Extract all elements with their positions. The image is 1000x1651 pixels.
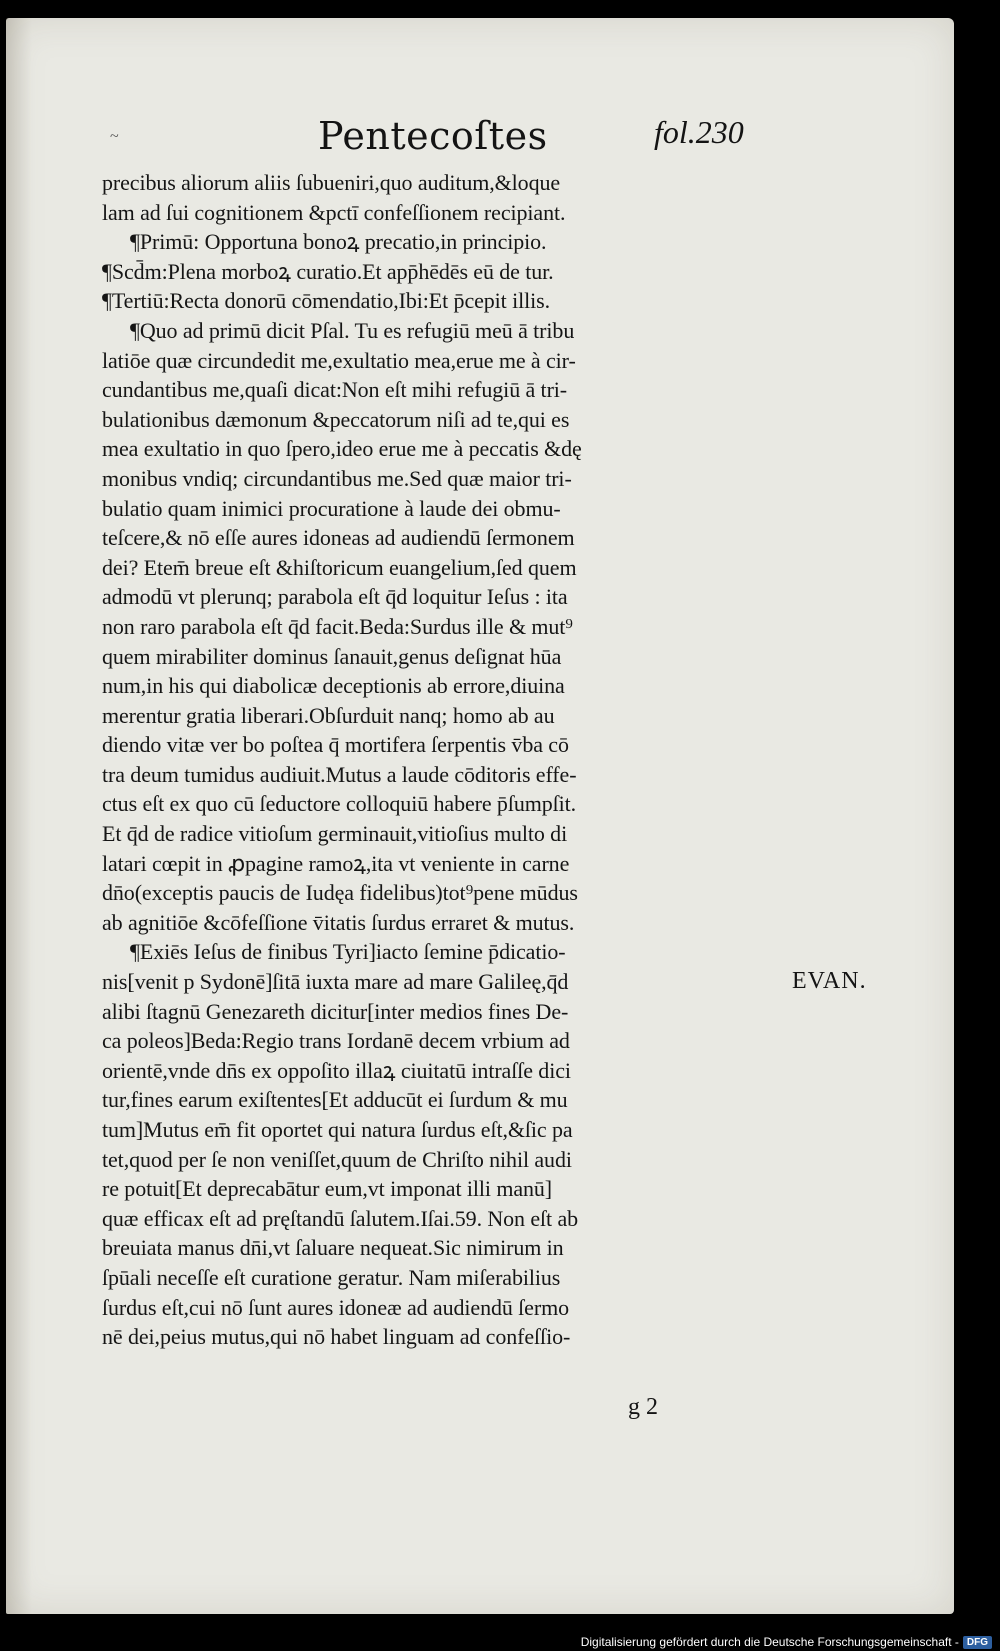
text-line: tum]Mutus em̄ fit oportet qui natura ſurdus eſt,&ſic pa bbox=[102, 1117, 573, 1142]
text-line: dei? Etem̄ breue eſt &hiſtoricum euangelium,ſed quem bbox=[102, 554, 577, 580]
text-line: ſurdus eſt,cui nō ſunt aures idoneæ ad audiendū ſermo bbox=[102, 1294, 569, 1320]
margin-note: EVAN. bbox=[792, 968, 867, 994]
text-line: ¶Tertiū:Recta donorū cōmendatio,Ibi:Et p̄cepit illis. bbox=[102, 288, 551, 314]
text-line: quæ efficax eſt ad pręſtandū ſalutem.Iſai.59. Non eſt ab bbox=[102, 1205, 579, 1231]
text-line: tra deum tumidus audiuit.Mutus a laude cōditoris effe- bbox=[102, 761, 577, 787]
folio-number: fol.230 bbox=[654, 114, 744, 150]
text-line: alibi ſtagnū Genezareth dicitur[inter medios fines De- bbox=[102, 998, 569, 1024]
text-line: latiōe quæ circundedit me,exultatio mea,erue me à cir- bbox=[102, 347, 576, 373]
text-line: non raro parabola eſt q̄d facit.Beda:Surdus ille & mut⁹ bbox=[102, 613, 573, 639]
text-line: breuiata manus dn̄i,vt ſaluare nequeat.Sic nimirum in bbox=[102, 1235, 564, 1261]
text-line: ¶Quo ad primū dicit Pſal. Tu es refugiū meū ā tribu bbox=[130, 317, 575, 343]
main-text-block bbox=[102, 168, 772, 1352]
text-line: re potuit[Et deprecabātur eum,vt imponat illi manū] bbox=[102, 1176, 553, 1202]
text-line: dn̄o(exceptis paucis de Iudęa fidelibus)tot⁹pene mūdus bbox=[102, 880, 578, 906]
signature-mark: g 2 bbox=[628, 1394, 658, 1420]
text-line: latari cœpit in ꝓpagine ramoꝝ,ita vt veniente in carne bbox=[102, 850, 570, 876]
dfg-logo-icon: DFG bbox=[963, 1636, 992, 1649]
text-line: ab agnitiōe &cōfeſſione v̄itatis ſurdus erraret & mutus. bbox=[102, 909, 575, 935]
text-line: mea exultatio in quo ſpero,ideo erue me à peccatis &dę bbox=[102, 436, 582, 462]
text-line: bulationibus dæmonum &peccatorum niſi ad te,qui es bbox=[102, 406, 570, 432]
text-line: nē dei,peius mutus,qui nō habet linguam ad confeſſio- bbox=[102, 1324, 571, 1350]
corner-mark: ~ bbox=[110, 128, 119, 145]
text-line: ¶Primū: Opportuna bonoꝝ precatio,in principio. bbox=[130, 229, 547, 255]
text-line: ¶Exiēs Ieſus de finibus Tyri]iacto ſemine p̄dicatio- bbox=[130, 939, 566, 965]
digitization-footer bbox=[581, 1635, 992, 1649]
text-line: Et q̄d de radice vitioſum germinauit,vitioſius multo di bbox=[102, 821, 568, 847]
text-line: diendo vitæ ver bo poſtea q̄ mortifera ſerpentis v̄ba cō bbox=[102, 732, 569, 758]
text-line: lam ad ſui cognitionem &pctī confeſſionem recipiant. bbox=[102, 199, 566, 225]
text-line: quem mirabiliter dominus ſanauit,genus deſignat hūa bbox=[102, 643, 562, 669]
text-line: ca poleos]Beda:Regio trans Iordanē decem vrbium ad bbox=[102, 1028, 570, 1054]
text-line: cundantibus me,quaſi dicat:Non eſt mihi refugiū ā tri- bbox=[102, 377, 568, 403]
text-line: tur,fines earum exiſtentes[Et adducūt ei ſurdum & mu bbox=[102, 1087, 568, 1113]
text-line: teſcere,& nō eſſe aures idoneas ad audiendū ſermonem bbox=[102, 525, 575, 551]
text-line: num,in his qui diabolicæ deceptionis ab errore,diuina bbox=[102, 673, 565, 699]
text-line: ¶Scd̄m:Plena morboꝝ curatio.Et app̄hēdēs eū de tur. bbox=[102, 258, 554, 284]
text-line: orientē,vnde dn̄s ex oppoſito illaꝝ ciuitatū intraſſe dici bbox=[102, 1057, 571, 1083]
text-line: monibus vndiq; circundantibus me.Sed quæ maior tri- bbox=[102, 465, 572, 491]
text-line: admodū vt plerunq; parabola eſt q̄d loquitur Ieſus : ita bbox=[102, 584, 568, 610]
book-page bbox=[6, 18, 954, 1614]
text-line: merentur gratia liberari.Obſurduit nanq; homo ab au bbox=[102, 702, 555, 728]
text-line: bulatio quam inimici procuratione à laude dei obmu- bbox=[102, 495, 561, 521]
text-line: tet,quod per ſe non veniſſet,quum de Chriſto nihil audi bbox=[102, 1146, 572, 1172]
text-line: ſpūali neceſſe eſt curatione geratur. Nam miſerabilius bbox=[102, 1264, 561, 1290]
text-line: ctus eſt ex quo cū ſeductore colloquiū habere p̄ſumpſit. bbox=[102, 791, 577, 817]
footer-credit: Digitalisierung gefördert durch die Deutsche Forschungsgemeinschaft - bbox=[580, 1635, 959, 1649]
page-edge-shadow bbox=[6, 18, 32, 1614]
text-line: precibus aliorum aliis ſubueniri,quo auditum,&loque bbox=[102, 170, 561, 195]
text-line: nis[venit p Sydonē]ſitā iuxta mare ad mare Galileę,q̄d bbox=[102, 969, 569, 995]
running-head: Pentecoſtes bbox=[318, 114, 548, 158]
